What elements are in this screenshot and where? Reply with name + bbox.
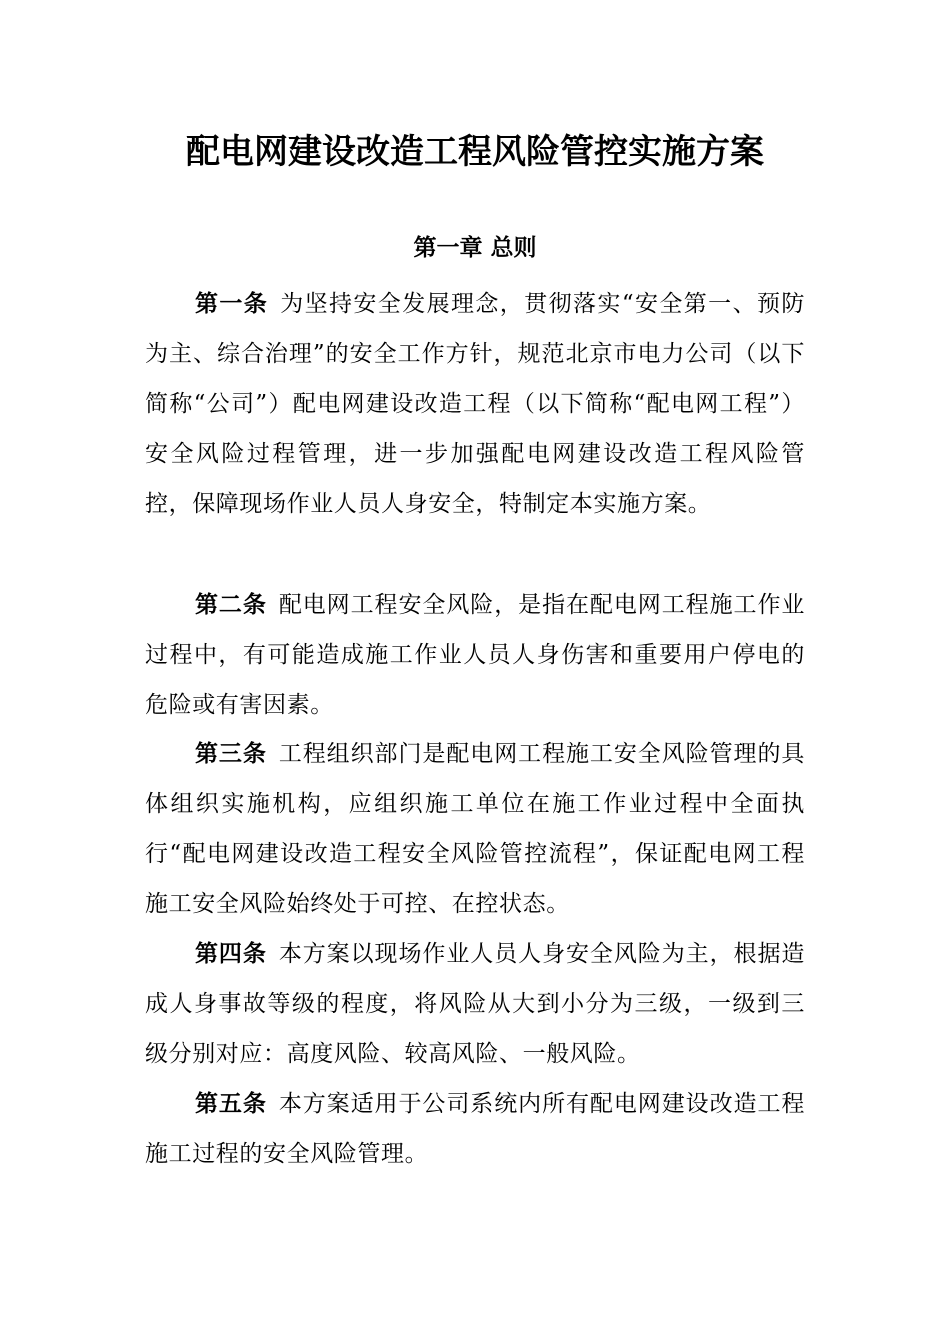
document-title: 配电网建设改造工程风险管控实施方案	[186, 132, 764, 172]
article-2	[145, 580, 805, 730]
article-3	[145, 729, 805, 929]
article-3-text: 工程组织部门是配电网工程施工安全风险管理的具体组织实施机构，应组织施工单位在施工作业过程中全面执行“配电网建设改造工程安全风险管控流程”，保证配电网工程施工安全风险始终处于可控、在控状态。	[145, 741, 805, 917]
article-1-text: 为坚持安全发展理念，贯彻落实“安全第一、预防为主、综合治理”的安全工作方针，规范北京市电力公司（以下简称“公司”）配电网建设改造工程（以下简称“配电网工程”）安全风险过程管理，进一步加强配电网建设改造工程风险管控，保障现场作业人员人身安全，特制定本实施方案。	[145, 291, 805, 517]
article-3-label: 第三条	[195, 741, 267, 767]
article-1	[145, 279, 805, 529]
article-5-text: 本方案适用于公司系统内所有配电网建设改造工程施工过程的安全风险管理。	[145, 1091, 805, 1167]
article-1-label: 第一条	[195, 291, 269, 317]
article-5-label: 第五条	[195, 1091, 267, 1117]
article-4-text: 本方案以现场作业人员人身安全风险为主，根据造成人身事故等级的程度，将风险从大到小分为三级，一级到三级分别对应：高度风险、较高风险、一般风险。	[145, 941, 805, 1067]
article-2-label: 第二条	[195, 592, 267, 618]
chapter-heading: 第一章 总则	[413, 235, 537, 261]
article-2-text: 配电网工程安全风险，是指在配电网工程施工作业过程中，有可能造成施工作业人员人身伤害和重要用户停电的危险或有害因素。	[145, 592, 805, 718]
article-4	[145, 929, 805, 1079]
article-4-label: 第四条	[195, 941, 267, 967]
article-5	[145, 1079, 805, 1179]
